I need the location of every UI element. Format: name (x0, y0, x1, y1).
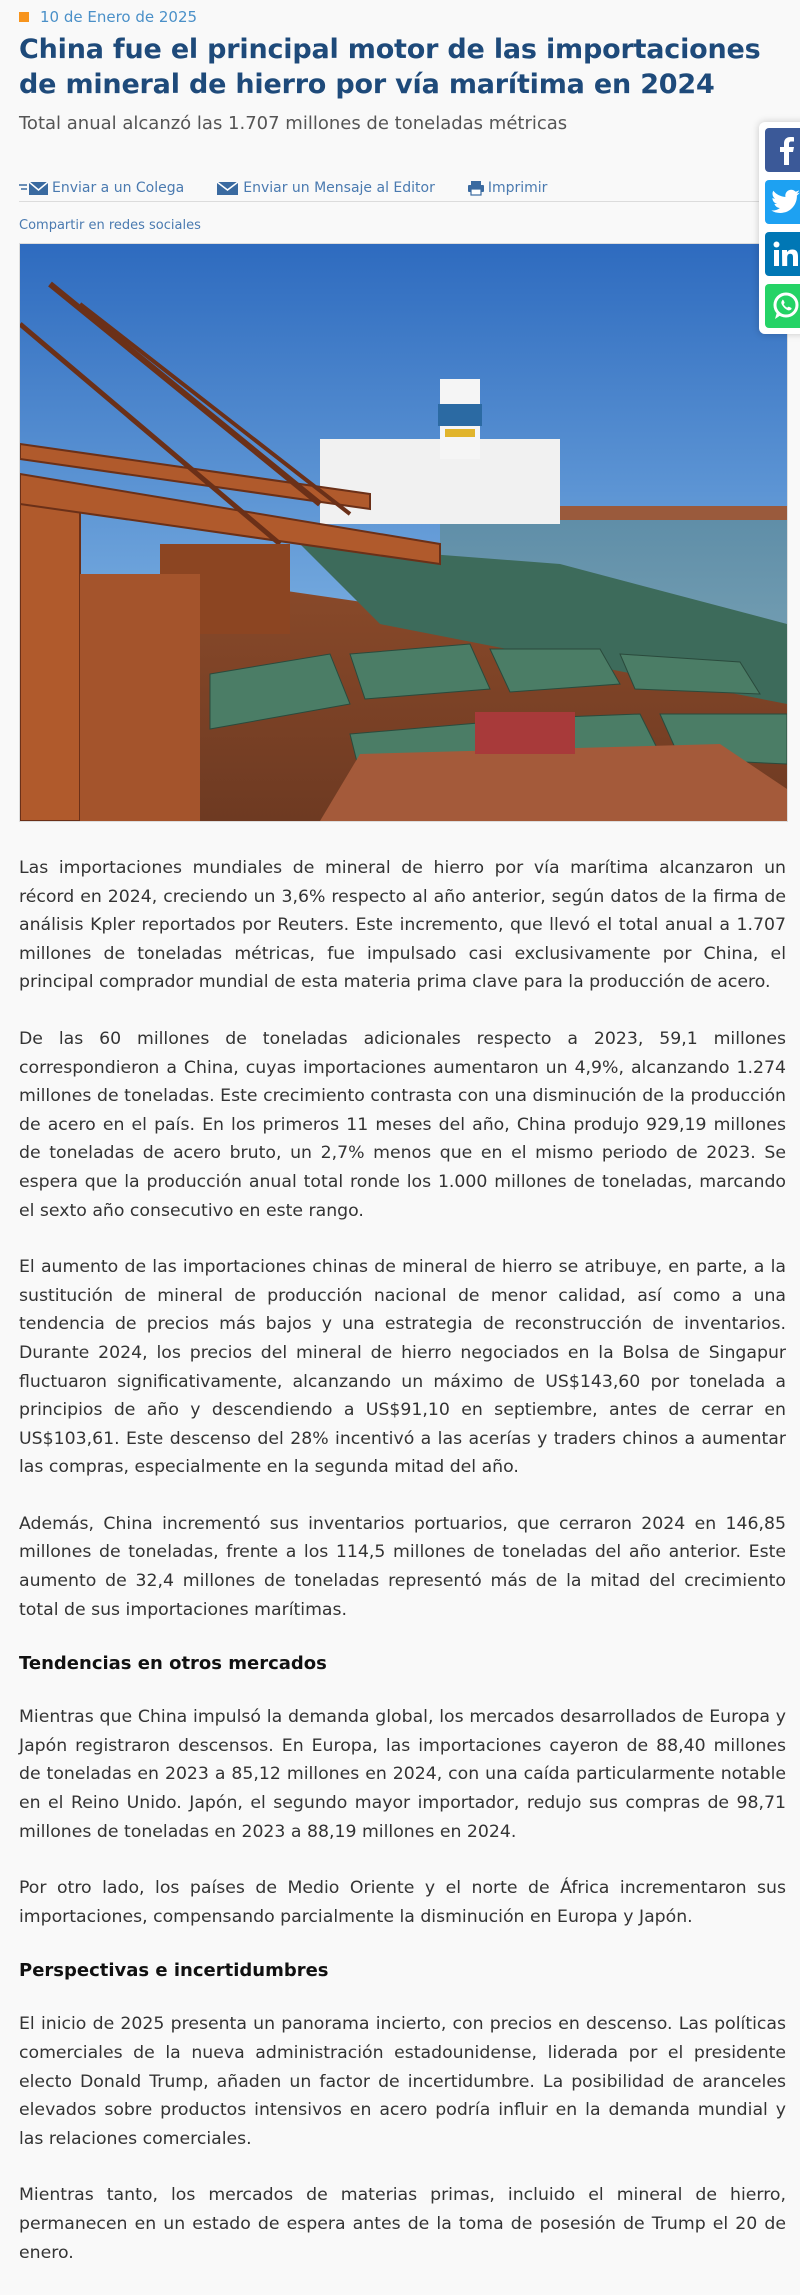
article-title: China fue el principal motor de las importaciones de mineral de hierro por vía marítima en 2024 (19, 34, 761, 100)
twitter-share-button[interactable] (765, 180, 800, 224)
section-heading: Perspectivas e incertidumbres (19, 1960, 329, 1982)
whatsapp-icon (771, 291, 800, 321)
paragraph: El inicio de 2025 presenta un panorama incierto, con precios en descenso. Las políticas comerciales de la nueva administración estadounidense, liderada por el presidente electo Donald Trump, añaden un factor de incertidumbre. La posibilidad de aranceles elevados sobre productos intensivos en acero podría influir en la demanda mundial y las relaciones comerciales. (19, 2014, 786, 2149)
paragraph: Además, China incrementó sus inventarios portuarios, que cerraron 2024 en 146,85 millones de toneladas, frente a los 114,5 millones de toneladas del año anterior. Este aumento de 32,4 millones de toneladas representó más de la mitad del crecimiento total de sus importaciones marítimas. (19, 1513, 786, 1620)
divider (19, 201, 786, 202)
print-label: Imprimir (487, 180, 548, 196)
paragraph: Mientras que China impulsó la demanda global, los mercados desarrollados de Europa y Japón registraron descensos. En Europa, las importaciones cayeron de 88,40 millones de toneladas en 2023 a 85,12 millones en 2024, con una caída particularmente notable en el Reino Unido. Japón, el segundo mayor importador, redujo sus compras de 98,71 millones de toneladas en 2023 a 88,19 millones en 2024. (19, 1707, 786, 1842)
paragraph: Por otro lado, los países de Medio Oriente y el norte de África incrementaron sus importaciones, compensando parcialmente la disminución en Europa y Japón. (19, 1878, 786, 1927)
article-container (19, 0, 786, 2295)
paragraph: De las 60 millones de toneladas adicionales respecto a 2023, 59,1 millones correspondieron a China, cuyas importaciones aumentaron un 4,9%, alcanzando 1.274 millones de toneladas. Este crecimiento contrasta con una disminución de la producción de acero en el país. En los primeros 11 meses del año, China produjo 929,19 millones de toneladas de acero bruto, un 2,7% menos que en el mismo periodo de 2023. Se espera que la producción anual total ronde los 1.000 millones de toneladas, marcando el sexto año consecutivo en este rango. (19, 1028, 786, 1221)
article-date: 10 de Enero de 2025 (40, 8, 198, 26)
social-share-bar (759, 122, 800, 334)
linkedin-icon (772, 240, 800, 268)
article-subtitle: Total anual alcanzó las 1.707 millones de toneladas métricas (19, 113, 568, 134)
section-heading: Tendencias en otros mercados (19, 1653, 327, 1675)
linkedin-share-button[interactable] (765, 232, 800, 276)
printer-icon (467, 180, 485, 196)
paragraph: Las importaciones mundiales de mineral de hierro por vía marítima alcanzaron un récord en 2024, creciendo un 3,6% respecto al año anterior, según datos de la firma de análisis Kpler reportados por Reuters. Este incremento, que llevó el total anual a 1.707 millones de toneladas métricas, fue impulsado casi exclusivamente por China, el principal comprador mundial de esta materia prima clave para la producción de acero. (19, 858, 786, 993)
envelope-icon (216, 180, 240, 196)
paragraph: El aumento de las importaciones chinas de mineral de hierro se atribuye, en parte, a la sustitución de mineral de producción nacional de menor calidad, así como a una tendencia de precios más bajos y una estrategia de reconstrucción de inventarios. Durante 2024, los precios del mineral de hierro negociados en la Bolsa de Singapur fluctuaron significativamente, alcanzando un máximo de US$143,60 por tonelada a principios de año y descendiendo a US$91,10 en septiembre, antes de cerrar en US$103,61. Este descenso del 28% incentivó a las acerías y traders chinos a aumentar las compras, especialmente en la segunda mitad del año. (19, 1257, 786, 1478)
send-editor-button[interactable] (216, 180, 435, 196)
date-row (19, 0, 786, 32)
twitter-icon (771, 189, 800, 215)
article-actions (19, 172, 786, 196)
send-colleague-label: Enviar a un Colega (52, 180, 185, 196)
print-button[interactable] (467, 180, 548, 196)
share-label: Compartir en redes sociales (19, 218, 201, 233)
facebook-icon (774, 135, 798, 165)
email-lines-icon (19, 180, 49, 196)
send-editor-label: Enviar un Mensaje al Editor (243, 180, 435, 196)
article-photo (19, 243, 788, 822)
article-body (19, 854, 786, 2267)
send-colleague-button[interactable] (19, 180, 184, 196)
paragraph: Mientras tanto, los mercados de materias primas, incluido el mineral de hierro, permanecen en un estado de espera antes de la toma de posesión de Trump el 20 de enero. (19, 2185, 786, 2263)
whatsapp-share-button[interactable] (765, 284, 800, 328)
facebook-share-button[interactable] (765, 128, 800, 172)
date-bullet-icon (19, 12, 29, 22)
